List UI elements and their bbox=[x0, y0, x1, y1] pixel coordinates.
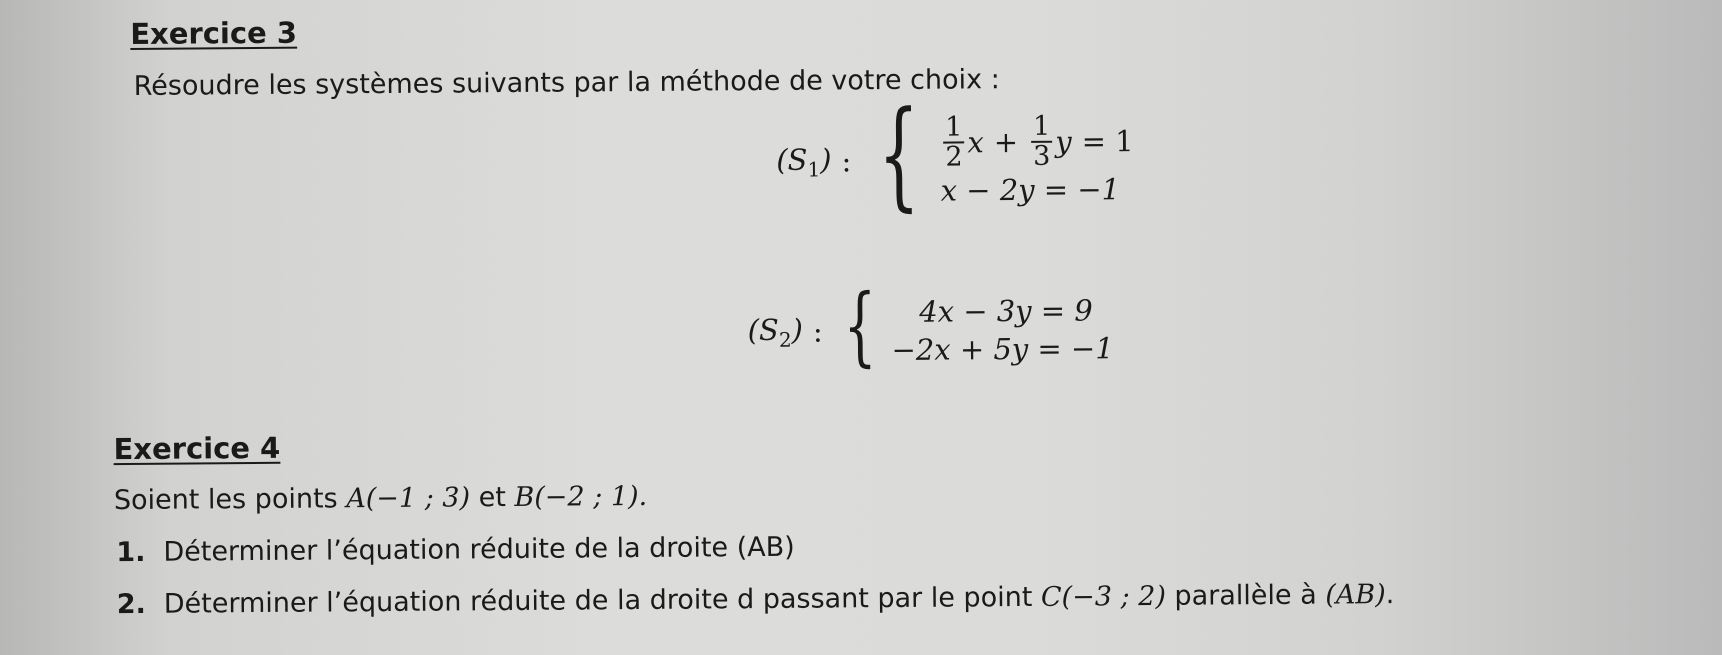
system-s1-equation-1: $\frac{1}{2}$ x + $\frac{1}{3}$ y = 1 bbox=[945, 110, 1134, 173]
point-c: C(−3 ; 2) bbox=[1040, 580, 1167, 613]
fraction-one-half: $\frac{1}{2}$ bbox=[945, 111, 963, 173]
exercise-4-title: Exercice 4 bbox=[113, 430, 281, 467]
system-s2-equation-1: 4x − 3y = 9 bbox=[919, 293, 1093, 329]
system-s1-equation-2: x − 2y = −1 bbox=[940, 172, 1121, 208]
fraction-one-third: $\frac{1}{3}$ bbox=[1032, 110, 1051, 172]
system-s2: $(S_2)$ : { 4x − 3y = 9 −2x + 5y = −1 bbox=[747, 276, 1114, 377]
system-s1-brace: { bbox=[877, 84, 921, 224]
system-s1-equations bbox=[940, 112, 1134, 208]
exercise-3-instruction: Résoudre les systèmes suivants par la méthode de votre choix : bbox=[133, 64, 1000, 102]
exercise-4-intro: Soient les points A(−1 ; 3) et B(−2 ; 1). bbox=[113, 480, 648, 517]
system-s1: $(S_1)$ : { $\frac{1}{2}$ x + $\frac{1}{3}$ y = 1 x − 2y = −1 bbox=[776, 84, 1134, 224]
exercise-3-title: Exercice 3 bbox=[130, 15, 298, 51]
line-ab: (AB) bbox=[1325, 579, 1386, 611]
system-s2-label: $(S_2)$ bbox=[747, 312, 804, 352]
exercise-4-item-2: 2. Déterminer l’équation réduite de la droite d passant par le point C(−3 ; 2) parallèle à (AB). bbox=[116, 579, 1395, 621]
system-s2-equation-2: −2x + 5y = −1 bbox=[891, 331, 1114, 368]
system-s2-equations bbox=[891, 293, 1114, 367]
point-a: A(−1 ; 3) bbox=[346, 482, 471, 515]
exercise-4-item-1: 1. Déterminer l’équation réduite de la droite (AB) bbox=[116, 531, 795, 569]
point-b: B(−2 ; 1) bbox=[514, 481, 639, 513]
system-s2-brace: { bbox=[843, 276, 877, 377]
system-s1-label: $(S_1)$ bbox=[776, 142, 832, 182]
